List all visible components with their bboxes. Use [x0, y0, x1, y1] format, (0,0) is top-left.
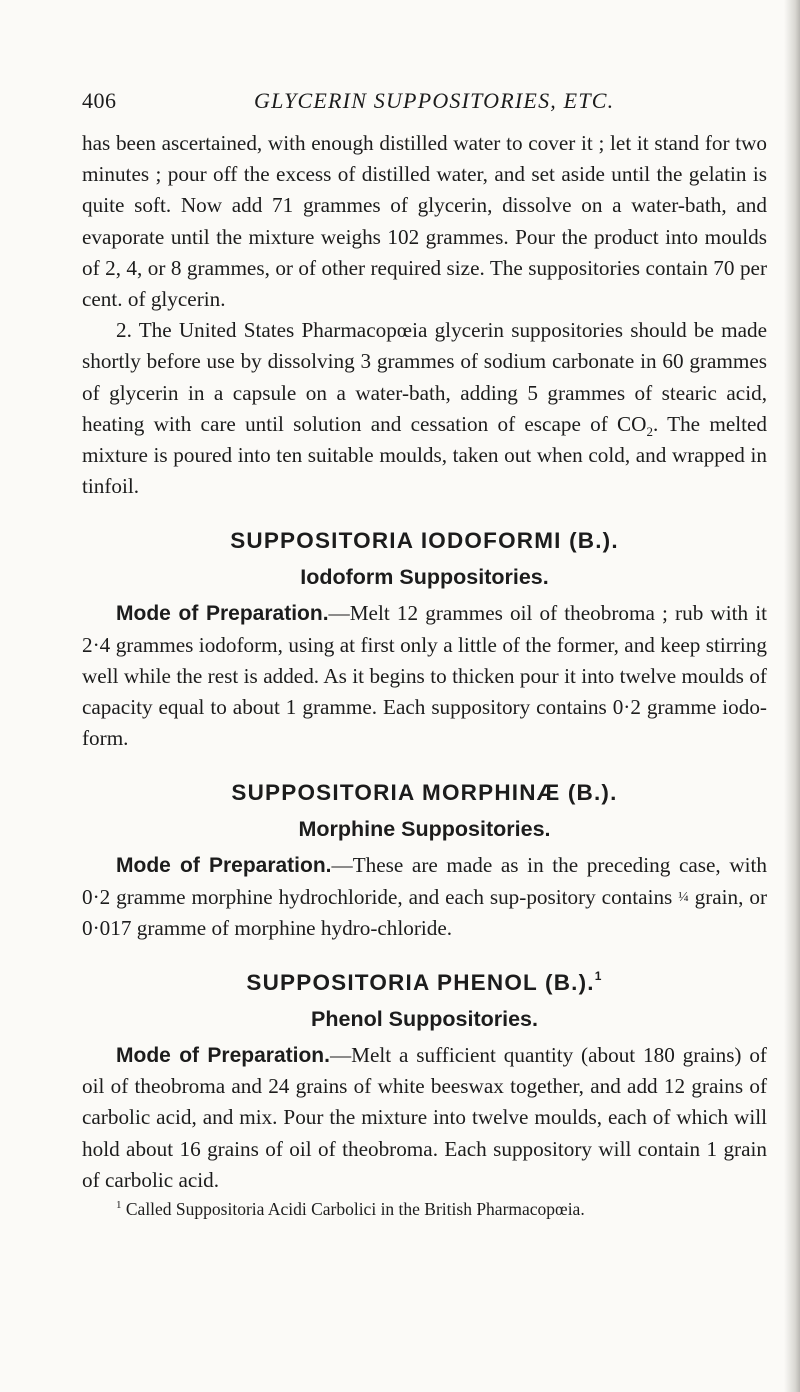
section-body-morphine [82, 850, 767, 944]
running-title: GLYCERIN SUPPOSITORIES, ETC. [254, 88, 615, 113]
quarter-fraction: ¼ [678, 889, 689, 905]
section-subtitle-morphine: Morphine Suppositories. [298, 817, 551, 842]
section-text-iodoform: —Melt 12 grammes oil of theobroma ; rub with it 2·4 grammes iodoform, using at first only a little of the former, and keep stirring well while the rest is added. As it begins to thicken pour it into twelve moulds of capacity equal to about 1 gramme. Each suppository contains 0·2 gramme iodo-form. [82, 601, 767, 751]
book-page [82, 88, 767, 1222]
mode-of-preparation-label: Mode of Preparation. [116, 854, 332, 878]
running-header [82, 88, 767, 128]
section-subtitle-phenol: Phenol Suppositories. [311, 1007, 538, 1032]
section-subtitle-iodoform: Iodoform Suppositories. [300, 565, 549, 590]
intro-paragraph-2 [82, 315, 767, 502]
section-title-phenol-text: SUPPOSITORIA PHENOL (B.). [246, 970, 595, 996]
section-body-phenol [82, 1040, 767, 1196]
section-body-iodoform [82, 598, 767, 754]
mode-of-preparation-label: Mode of Preparation. [116, 1044, 330, 1068]
section-title-iodoform: SUPPOSITORIA IODOFORMI (B.). [230, 528, 619, 554]
intro-paragraph-2-tail: . The melted mixture is poured into ten suitable moulds, taken out when cold, and wrapped in tinfoil. [82, 411, 767, 499]
section-title-phenol [82, 966, 767, 1000]
section-text-morphine-tail: grain, or 0·017 gramme of morphine hydro-chloride. [82, 884, 767, 940]
footnote-text: Called Suppositoria Acidi Carbolici in the British Pharmacopœia. [125, 1199, 585, 1220]
page-edge-shadow [784, 0, 800, 1392]
page-number: 406 [82, 88, 117, 113]
footnote-reference: 1 [594, 969, 603, 984]
section-text-morphine: —These are made as in the preceding case, with 0·2 gramme morphine hydrochloride, and each sup-pository contains [82, 853, 767, 909]
intro-paragraph-1: has been ascertained, with enough distilled water to cover it ; let it stand for two minutes ; pour off the excess of distilled water, and set aside until the gelatin is quite soft. Now add 71 grammes of glycerin, dissolve on a water-bath, and evaporate until the mixture weighs 102 grammes. Pour the product into moulds of 2, 4, or 8 grammes, or of other required size. The suppositories contain 70 per cent. of glycerin. [82, 131, 767, 312]
section-text-phenol: —Melt a sufficient quantity (about 180 grains) of oil of theobroma and 24 grains of white beeswax together, and add 12 grains of carbolic acid, and mix. Pour the mixture into twelve moulds, each of which will hold about 16 grains of oil of theobroma. Each suppository will contain 1 grain of carbolic acid. [82, 1043, 767, 1192]
co2-subscript: 2 [646, 424, 653, 440]
section-title-morphine: SUPPOSITORIA MORPHINÆ (B.). [231, 780, 618, 806]
intro-paragraph-2-text: 2. The United States Pharmacopœia glycerin suppositories should be made shortly before use by dissolving 3 grammes of sodium carbonate in 60 grammes of glycerin in a capsule on a water-bath, adding 5 grammes of stearic acid, heating with care until solution and cessation of escape of CO [82, 318, 767, 436]
mode-of-preparation-label: Mode of Preparation. [116, 602, 329, 626]
footnote-mark: 1 [116, 1199, 122, 1212]
footnote [82, 1196, 767, 1222]
